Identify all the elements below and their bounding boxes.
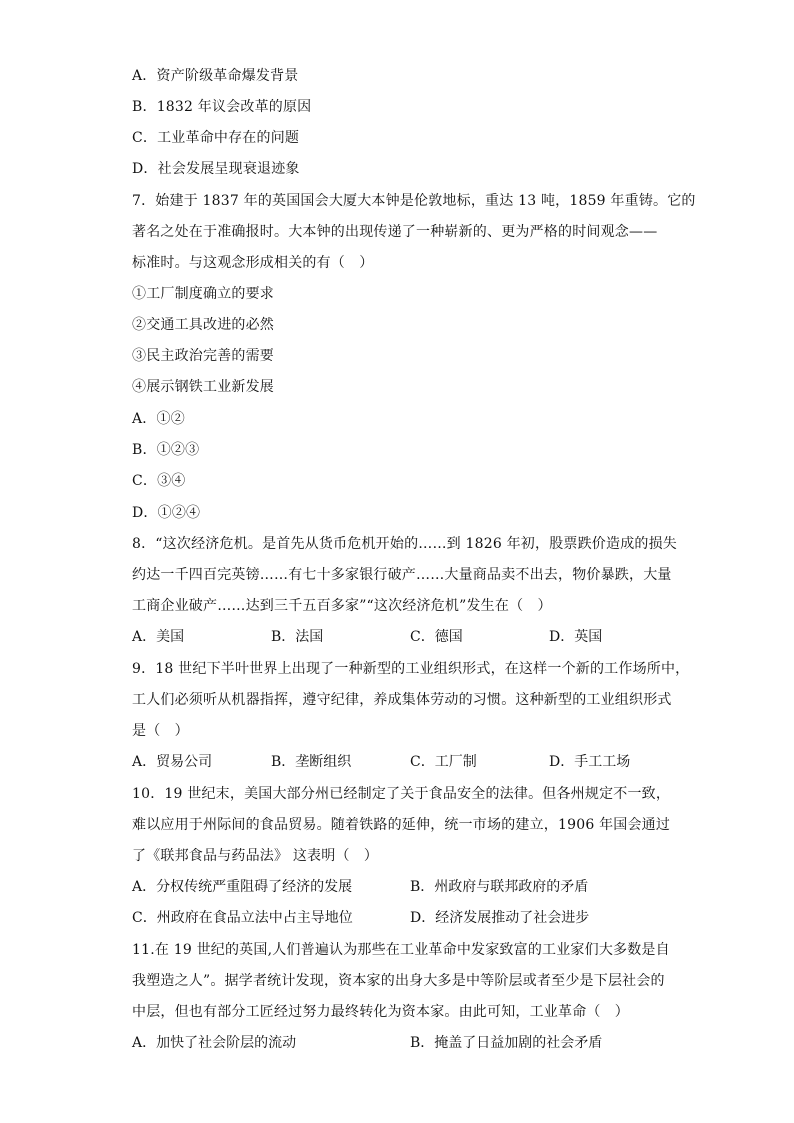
q11-option-b: B．掩盖了日益加剧的社会矛盾	[410, 1035, 603, 1051]
q9-stem-line-2: 工人们必须听从机器指挥，遵守纪律，养成集体劳动的习惯。这种新型的工业组织形式	[132, 692, 672, 708]
q8-stem-line-1: 8．“这次经济危机。是首先从货币危机开始的……到 1826 年初，股票跌价造成的损失	[132, 536, 677, 552]
q7-item-3: ③民主政治完善的需要	[132, 348, 274, 364]
q6-option-c: C．工业革命中存在的问题	[132, 130, 300, 146]
q7-option-c: C．③④	[132, 473, 186, 489]
q8-option-b: B．法国	[271, 629, 324, 645]
q7-item-2: ②交通工具改进的必然	[132, 317, 274, 333]
q9-option-d: D．手工工场	[549, 754, 631, 770]
q11-stem-line-3: 中层，但也有部分工匠经过努力最终转化为资本家。由此可知，工业革命（ ）	[132, 1004, 629, 1020]
q9-option-a: A．贸易公司	[132, 754, 213, 770]
q8-option-c: C．德国	[410, 629, 463, 645]
q8-option-d: D．英国	[549, 629, 603, 645]
q9-stem-line-3: 是（ ）	[132, 723, 189, 739]
q7-option-b: B．①②③	[132, 442, 200, 458]
q8-stem-line-3: 工商企业破产……达到三千五百多家”“这次经济危机”发生在（ ）	[132, 598, 552, 614]
q10-stem-line-1: 10．19 世纪末，美国大部分州已经制定了关于食品安全的法律。但各州规定不一致，	[132, 786, 671, 802]
q6-option-a: A．资产阶级革命爆发背景	[132, 68, 299, 84]
q8-option-a: A．美国	[132, 629, 185, 645]
q11-option-a: A．加快了社会阶层的流动	[132, 1035, 297, 1051]
q10-stem-line-2: 难以应用于州际间的食品贸易。随着铁路的延伸，统一市场的建立，1906 年国会通过	[132, 817, 671, 833]
q10-stem-line-3: 了《联邦食品与药品法》 这表明（ ）	[132, 848, 379, 864]
q6-option-d: D．社会发展呈现衰退迹象	[132, 161, 300, 177]
q6-option-b: B．1832 年议会改革的原因	[132, 99, 312, 115]
q10-option-b: B．州政府与联邦政府的矛盾	[410, 879, 589, 895]
q7-stem-line-3: 标准时。与这观念形成相关的有（ ）	[132, 255, 374, 271]
q10-option-d: D．经济发展推动了社会进步	[410, 910, 590, 926]
q7-item-4: ④展示钢铁工业新发展	[132, 379, 274, 395]
q11-stem-line-2: 我塑造之人”。据学者统计发现，资本家的出身大多是中等阶层或者至少是下层社会的	[132, 973, 665, 989]
q10-option-a: A．分权传统严重阻碍了经济的发展	[132, 879, 353, 895]
q9-option-b: B．垄断组织	[271, 754, 352, 770]
q7-option-d: D．①②④	[132, 505, 201, 521]
q9-stem-line-1: 9．18 世纪下半叶世界上出现了一种新型的工业组织形式，在这样一个新的工作场所中，	[132, 661, 690, 677]
q7-item-1: ①工厂制度确立的要求	[132, 286, 274, 302]
q7-option-a: A．①②	[132, 411, 185, 427]
q10-option-c: C．州政府在食品立法中占主导地位	[132, 910, 353, 926]
q9-option-c: C．工厂制	[410, 754, 477, 770]
q8-stem-line-2: 约达一千四百完英镑……有七十多家银行破产……大量商品卖不出去，物价暴跌，大量	[132, 567, 672, 583]
q7-stem-line-1: 7．始建于 1837 年的英国国会大厦大本钟是伦敦地标，重达 13 吨，1859 年重铸。它的	[132, 193, 696, 209]
q11-stem-line-1: 11.在 19 世纪的英国,人们普遍认为那些在工业革命中发家致富的工业家们大多数是自	[132, 942, 670, 958]
q7-stem-line-2: 著名之处在于准确报时。大本钟的出现传递了一种崭新的、更为严格的时间观念——	[132, 224, 658, 240]
